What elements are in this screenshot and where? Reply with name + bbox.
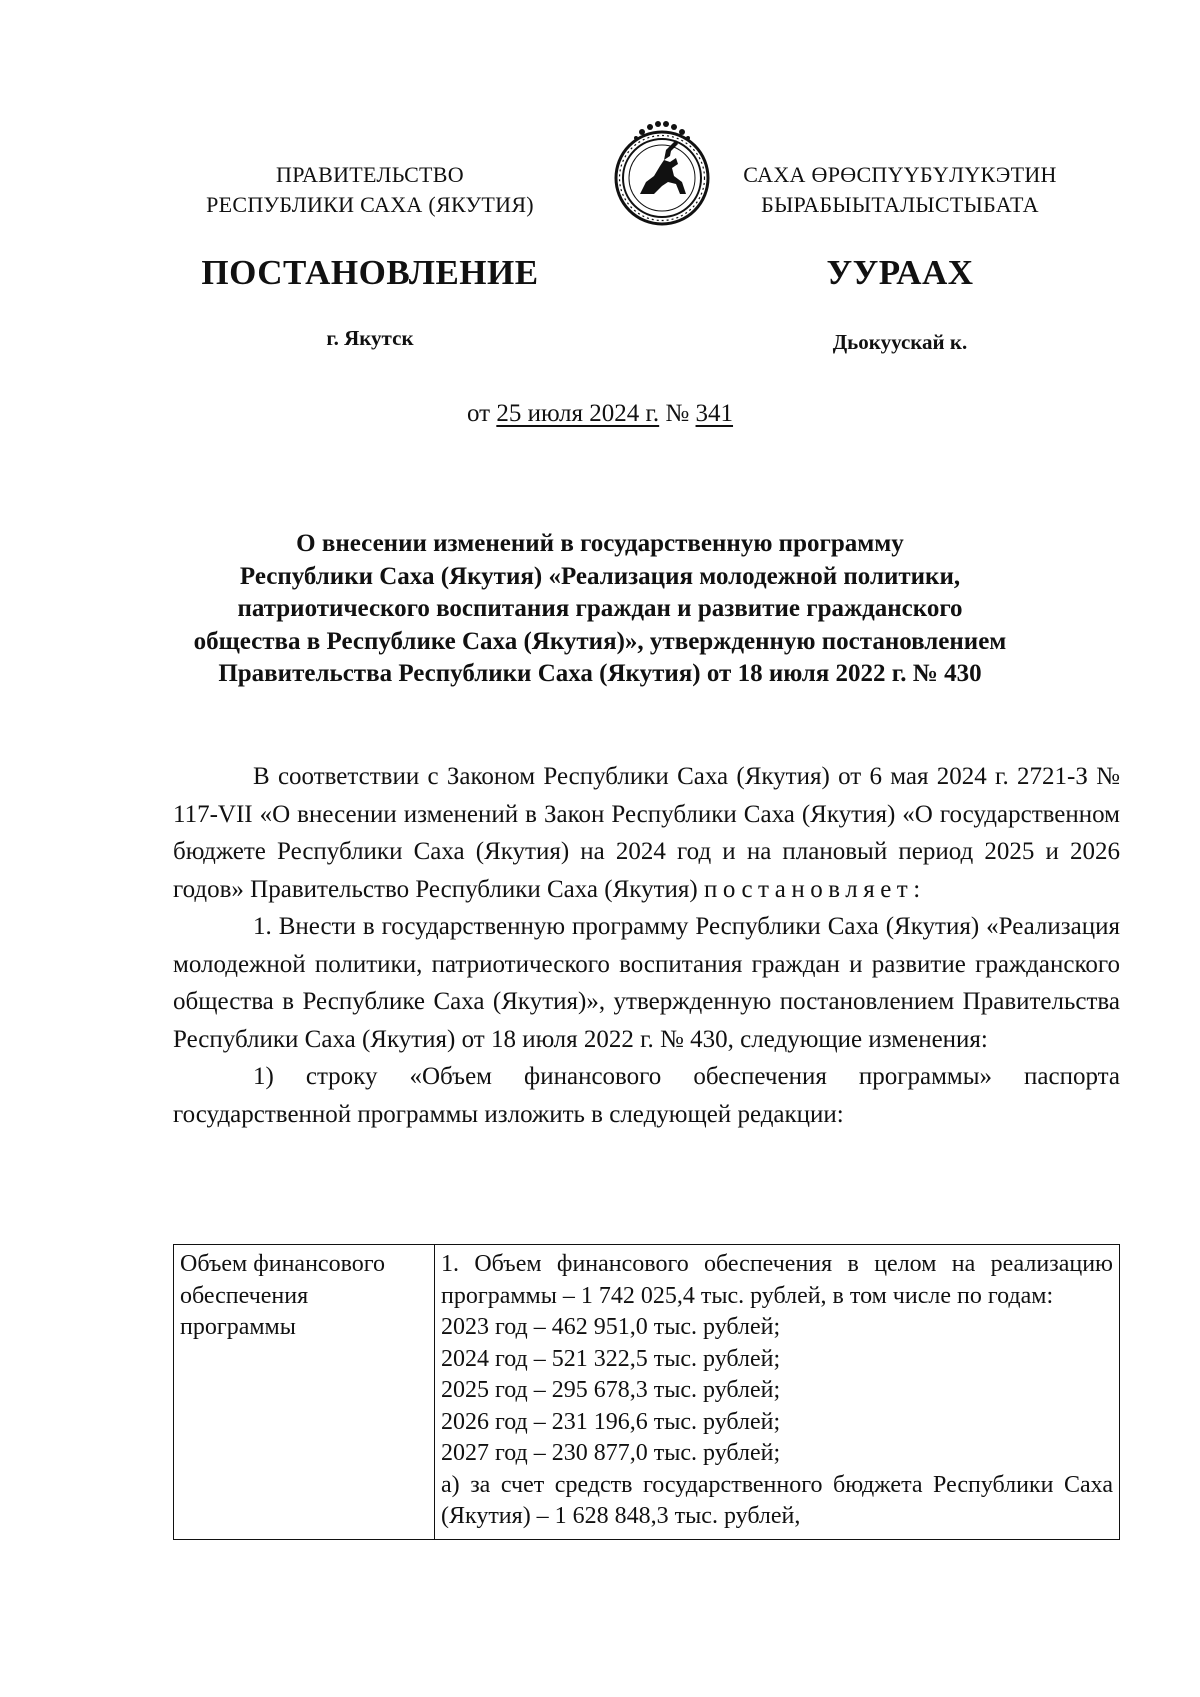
spaced-word: постановляет:: [703, 875, 926, 903]
doc-type-ru: ПОСТАНОВЛЕНИЕ: [201, 253, 539, 292]
table-line: 2023 год – 462 951,0 тыс. рублей;: [441, 1314, 781, 1340]
title-line: Республики Саха (Якутия) «Реализация молодежной политики,: [239, 562, 961, 590]
doc-type-sah: УУРААХ: [826, 253, 974, 292]
city-sah: Дьокуускай к.: [832, 330, 968, 354]
date-line: [0, 400, 1200, 428]
document-title: [140, 528, 1060, 691]
title-line: патриотического воспитания граждан и развитие гражданского: [237, 595, 963, 622]
header-right-line2: БЫРАБЫЫТАЛЫСТЫБАТА: [761, 192, 1039, 217]
document-number: 341: [695, 400, 734, 427]
document-date: 25 июля 2024 г.: [496, 400, 660, 427]
title-line: О внесении изменений в государственную программу: [296, 530, 904, 557]
date-prefix: от: [466, 400, 491, 427]
table-line: 2026 год – 231 196,6 тыс. рублей;: [441, 1408, 781, 1435]
paragraph-text: В соответствии с Законом Республики Саха (Якутия) от 6 мая 2024 г. 2721-З № 117-VII «О внесении изменений в Закон Республики Саха (Якутия) «О государственном бюджете Республики Саха (Якутия) на 2024 год и на плановый период 2025 и 2026 годов» Правительство Республики Саха (Якутия): [173, 763, 1120, 903]
header-left-line1: ПРАВИТЕЛЬСТВО: [276, 162, 464, 187]
table-line: 2027 год – 230 877,0 тыс. рублей;: [441, 1440, 781, 1466]
table-line: а) за счет средств государственного бюджета Республики Саха (Якутия) – 1 628 848,3 тыс. рублей,: [441, 1471, 1113, 1529]
body-paragraph: 1) строку «Объем финансового обеспечения программы» паспорта государственной программы изложить в следующей редакции:: [173, 1063, 1120, 1128]
finance-table: [173, 1244, 1120, 1540]
document-body: [173, 758, 1120, 1133]
table-line: 2024 год – 521 322,5 тыс. рублей;: [441, 1345, 781, 1372]
number-sign: №: [665, 400, 690, 427]
city-ru: г. Якутск: [326, 326, 414, 350]
body-paragraph: 1. Внести в государственную программу Республики Саха (Якутия) «Реализация молодежной политики, патриотического воспитания граждан и развитие гражданского общества в Республике Саха (Якутия)», утвержденную постановлением Правительства Республики Саха (Якутия) от 18 июля 2022 г. № 430, следующие изменения:: [173, 913, 1120, 1053]
header-right: [700, 160, 1100, 220]
title-line: Правительства Республики Саха (Якутия) от 18 июля 2022 г. № 430: [218, 660, 982, 687]
header-left-line2: РЕСПУБЛИКИ САХА (ЯКУТИЯ): [206, 192, 534, 217]
header-left: [150, 160, 590, 220]
header-right-line1: САХА ӨРӨСПҮҮБҮЛҮКЭТИН: [743, 162, 1057, 187]
title-line: общества в Республике Саха (Якутия)», утвержденную постановлением: [193, 627, 1007, 655]
table-cell-content: [435, 1245, 1120, 1540]
table-cell-label: Объем финансового обеспечения программы: [174, 1245, 435, 1540]
table-row: [174, 1245, 1120, 1540]
body-paragraph: [173, 758, 1120, 908]
table-line: 2025 год – 295 678,3 тыс. рублей;: [441, 1377, 781, 1403]
table-line: 1. Объем финансового обеспечения в целом на реализацию программы – 1 742 025,4 тыс. рублей, в том числе по годам:: [441, 1251, 1113, 1309]
